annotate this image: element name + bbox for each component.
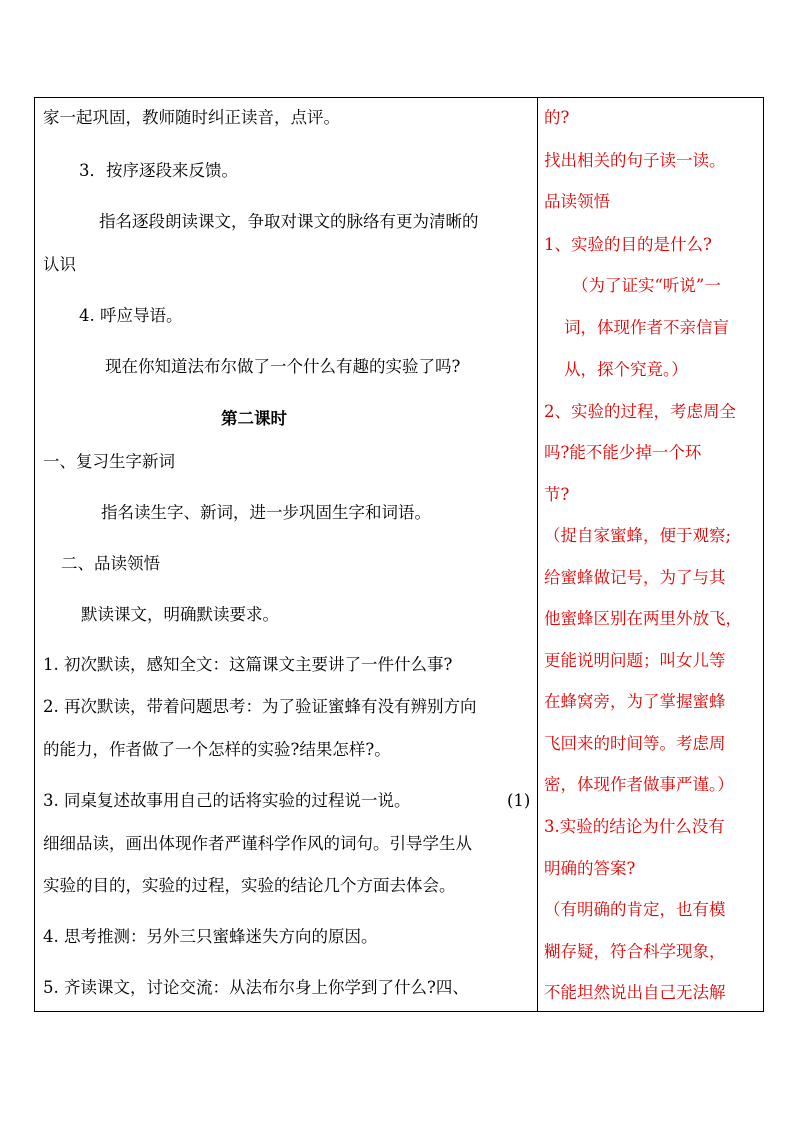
teaching-process-column	[35, 98, 537, 1011]
text-line: 1. 初次默读，感知全文：这篇课文主要讲了一件什么事?	[43, 655, 453, 674]
note-line: （为了证实“听说”一	[572, 276, 721, 295]
section-heading: 第二课时	[221, 409, 287, 428]
note-line: 品读领悟	[544, 192, 610, 211]
text-line: 3. 同桌复述故事用自己的话将实验的过程说一说。	[43, 791, 411, 810]
design-intent-column	[538, 98, 764, 1011]
note-line: 密，体现作者做事严谨。）	[544, 775, 734, 794]
text-line: 实验的目的，实验的过程，实验的结论几个方面去体会。	[43, 876, 456, 895]
note-line: 明确的答案?	[544, 859, 636, 878]
note-line: 他蜜蜂区别在两里外放飞，	[544, 609, 742, 628]
note-line: 在蜂窝旁，为了掌握蜜蜂	[544, 692, 726, 711]
note-line: 从，探个究竟。）	[564, 360, 688, 379]
subheading: 一、复习生字新词	[43, 452, 175, 471]
note-line: 词，体现作者不亲信盲	[564, 318, 729, 337]
note-line: 飞回来的时间等。考虑周	[544, 734, 726, 753]
note-line: 找出相关的句子读一读。	[544, 151, 726, 170]
note-line: 3.实验的结论为什么没有	[544, 817, 725, 836]
text-line: 5. 齐读课文，讨论交流：从法布尔身上你学到了什么?四、	[43, 978, 469, 997]
note-line: （捉自家蜜蜂，便于观察;	[544, 526, 732, 545]
text-line: 3．按序逐段来反馈。	[79, 161, 238, 180]
note-line: 吗?能不能少掉一个环	[544, 443, 702, 462]
text-line: 家一起巩固，教师随时纠正读音，点评。	[43, 108, 340, 127]
text-line: 认识	[43, 255, 76, 274]
note-line: 给蜜蜂做记号，为了与其	[544, 568, 726, 587]
note-line: （有明确的肯定，也有模	[544, 900, 726, 919]
text-line: 指名逐段朗读课文，争取对课文的脉络有更为清晰的	[99, 212, 479, 231]
text-line: 4. 呼应导语。	[79, 306, 183, 325]
note-line: 2、实验的过程，考虑周全	[544, 402, 736, 421]
text-line: 2. 再次默读，带着问题思考：为了验证蜜蜂有没有辨别方向	[43, 697, 477, 716]
text-line: 细细品读，画出体现作者严谨科学作风的词句。引导学生从	[43, 834, 472, 853]
subheading: 二、品读领悟	[61, 554, 160, 573]
text-line: 现在你知道法布尔做了一个什么有趣的实验了吗?	[105, 357, 461, 376]
lesson-plan-table	[34, 97, 764, 1012]
text-line: 默读课文，明确默读要求。	[81, 605, 279, 624]
note-line: 糊存疑，符合科学现象，	[544, 942, 726, 961]
note-line: 更能说明问题；叫女儿等	[544, 651, 726, 670]
note-line: 1、实验的目的是什么?	[544, 235, 712, 254]
text-line: 4. 思考推测：另外三只蜜蜂迷失方向的原因。	[43, 927, 378, 946]
note-line: 不能坦然说出自己无法解	[544, 983, 726, 1002]
note-line: 的?	[544, 108, 570, 127]
note-line: 节?	[544, 485, 570, 504]
text-line: (1)	[507, 791, 531, 810]
text-line: 指名读生字、新词，进一步巩固生字和词语。	[101, 503, 431, 522]
text-line: 的能力，作者做了一个怎样的实验?结果怎样?。	[43, 740, 391, 759]
